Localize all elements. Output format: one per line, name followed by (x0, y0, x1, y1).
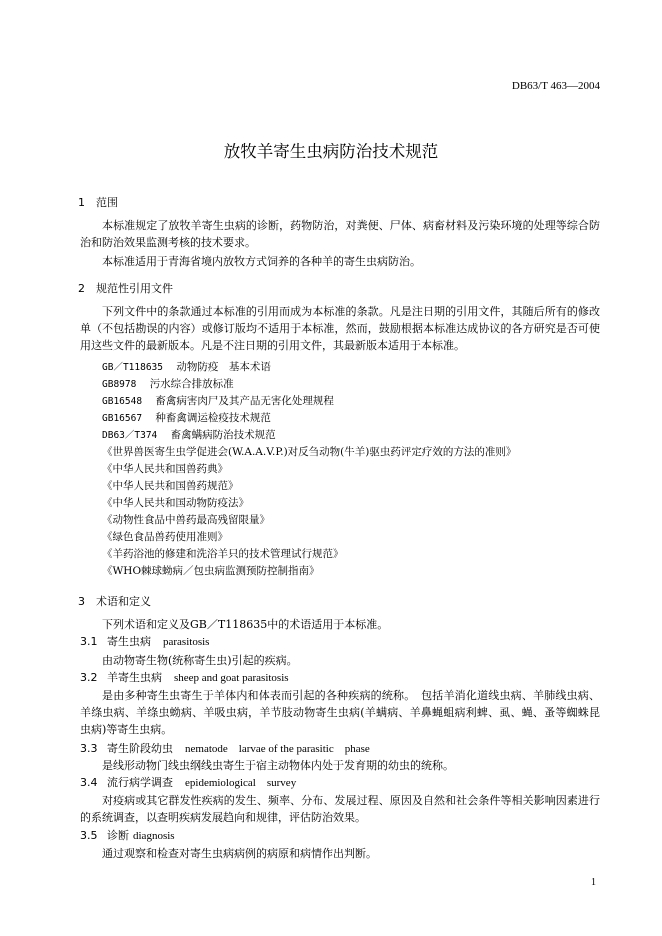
standard-code: DB63/T 463—2004 (511, 80, 600, 92)
reference-code: GB16548 (102, 396, 143, 407)
reference-item (102, 478, 239, 493)
term-definition: 是由多种寄生虫寄生于羊体内和体表而引起的各种疾病的统称。 包括羊消化道线虫病、羊肺线虫病、羊绦虫病、羊绦虫蚴病、羊吸虫病，羊节肢动物寄生虫病(羊螨病、羊鼻蝇蛆病利蜱、虱、蝇、蚤等蜘蛛昆虫病)等寄生虫病。 (80, 689, 600, 736)
reference-item (102, 495, 249, 510)
section-title: 规范性引用文件 (96, 282, 173, 295)
reference-item (102, 461, 228, 476)
scope-paragraph: 本标准规定了放牧羊寄生虫病的诊断，药物防治，对粪便、尸体、病畜材料及污染环境的处理等综合防治和防治效果监测考核的技术要求。 (80, 219, 600, 249)
term-heading (80, 740, 370, 756)
section-title: 范围 (96, 196, 118, 209)
term-name: 寄生阶段幼虫 (107, 742, 173, 755)
section-number: 1 (78, 196, 85, 209)
reference-item (102, 359, 271, 374)
reference-name: 《绿色食品兽药使用准则》 (102, 531, 228, 543)
term-english: sheep and goat parasitosis (174, 672, 289, 684)
reference-code: DB63／T374 (102, 430, 158, 441)
reference-name: 污水综合排放标准 (149, 378, 234, 390)
term-heading (80, 669, 289, 685)
term-english: epidemiological survey (185, 777, 297, 789)
document-title: 放牧羊寄生虫病防治技术规范 (223, 142, 439, 161)
term-heading (80, 774, 296, 790)
scope-paragraph: 本标准适用于青海省境内放牧方式饲养的各种羊的寄生虫病防治。 (102, 255, 421, 268)
reference-item (102, 410, 271, 425)
term-english: nematode larvae of the parasitic phase (185, 743, 370, 755)
section-number: 2 (78, 282, 85, 295)
reference-item (102, 444, 516, 459)
references-intro: 下列文件中的条款通过本标准的引用而成为本标准的条款。凡是注日期的引用文件，其随后所有的修改单（不包括勘误的内容）或修订版均不适用于本标准，然而，鼓励根据本标准达成协议的各方研究是否可使用这些文件的最新版本。凡是不注日期的引用文件，其最新版本适用于本标准。 (80, 305, 600, 352)
reference-item (102, 427, 276, 442)
reference-item (102, 376, 234, 391)
reference-name: 《WHO棘球蚴病／包虫病监测预防控制指南》 (102, 565, 320, 577)
reference-name: 《动物性食品中兽药最高残留限量》 (102, 514, 270, 526)
reference-code: GB16567 (102, 413, 143, 424)
term-name: 寄生虫病 (107, 635, 151, 648)
term-heading (80, 827, 175, 843)
term-number: 3.5 (80, 829, 98, 842)
term-number: 3.4 (80, 776, 98, 789)
term-english: diagnosis (133, 830, 175, 842)
reference-name: 《羊药浴池的修建和洗浴羊只的技术管理试行规范》 (102, 548, 344, 560)
term-number: 3.1 (80, 635, 98, 648)
reference-item (102, 393, 334, 408)
reference-name: 《世界兽医寄生虫学促进会(W.A.A.V.P.)对反刍动物(牛羊)驱虫药评定疗效的方法的准则》 (102, 446, 517, 458)
terms-intro: 下列术语和定义及GB／T118635中的术语适用于本标准。 (102, 618, 389, 631)
term-name: 诊断 (107, 829, 129, 842)
page-number: 1 (591, 877, 596, 888)
term-name: 流行病学调查 (107, 776, 173, 789)
section-scope-heading (78, 194, 118, 210)
reference-item (102, 529, 228, 544)
reference-item (102, 546, 344, 561)
term-number: 3.3 (80, 742, 98, 755)
term-heading (80, 633, 209, 649)
reference-name: 《中华人民共和国兽药典》 (102, 463, 228, 475)
section-number: 3 (78, 595, 85, 608)
term-definition: 对疫病或其它群发性疾病的发生、频率、分布、发展过程、原因及自然和社会条件等相关影响因素进行的系统调查，以查明疾病发展趋向和规律，评估防治效果。 (80, 794, 600, 824)
reference-name: 动物防疫 基本术语 (176, 361, 271, 373)
term-english: parasitosis (163, 636, 210, 648)
reference-name: 《中华人民共和国兽药规范》 (102, 480, 239, 492)
reference-name: 《中华人民共和国动物防疫法》 (102, 497, 249, 509)
term-definition: 是线形动物门线虫纲线虫寄生于宿主动物体内处于发育期的幼虫的统称。 (102, 759, 454, 772)
term-name: 羊寄生虫病 (107, 671, 162, 684)
reference-name: 畜禽病害肉尸及其产品无害化处理规程 (155, 395, 334, 407)
reference-code: GB8978 (102, 379, 137, 390)
reference-item (102, 512, 270, 527)
reference-item (102, 563, 320, 578)
reference-name: 畜禽螨病防治技术规范 (170, 429, 276, 441)
section-terms-heading (78, 593, 151, 609)
term-number: 3.2 (80, 671, 98, 684)
section-title: 术语和定义 (96, 595, 151, 608)
term-definition: 通过观察和检查对寄生虫病病例的病原和病情作出判断。 (102, 847, 377, 860)
section-references-heading (78, 280, 173, 296)
term-definition: 由动物寄生物(统称寄生虫)引起的疾病。 (102, 654, 298, 667)
reference-name: 种畜禽调运检疫技术规范 (155, 412, 271, 424)
reference-code: GB／T118635 (102, 362, 163, 373)
